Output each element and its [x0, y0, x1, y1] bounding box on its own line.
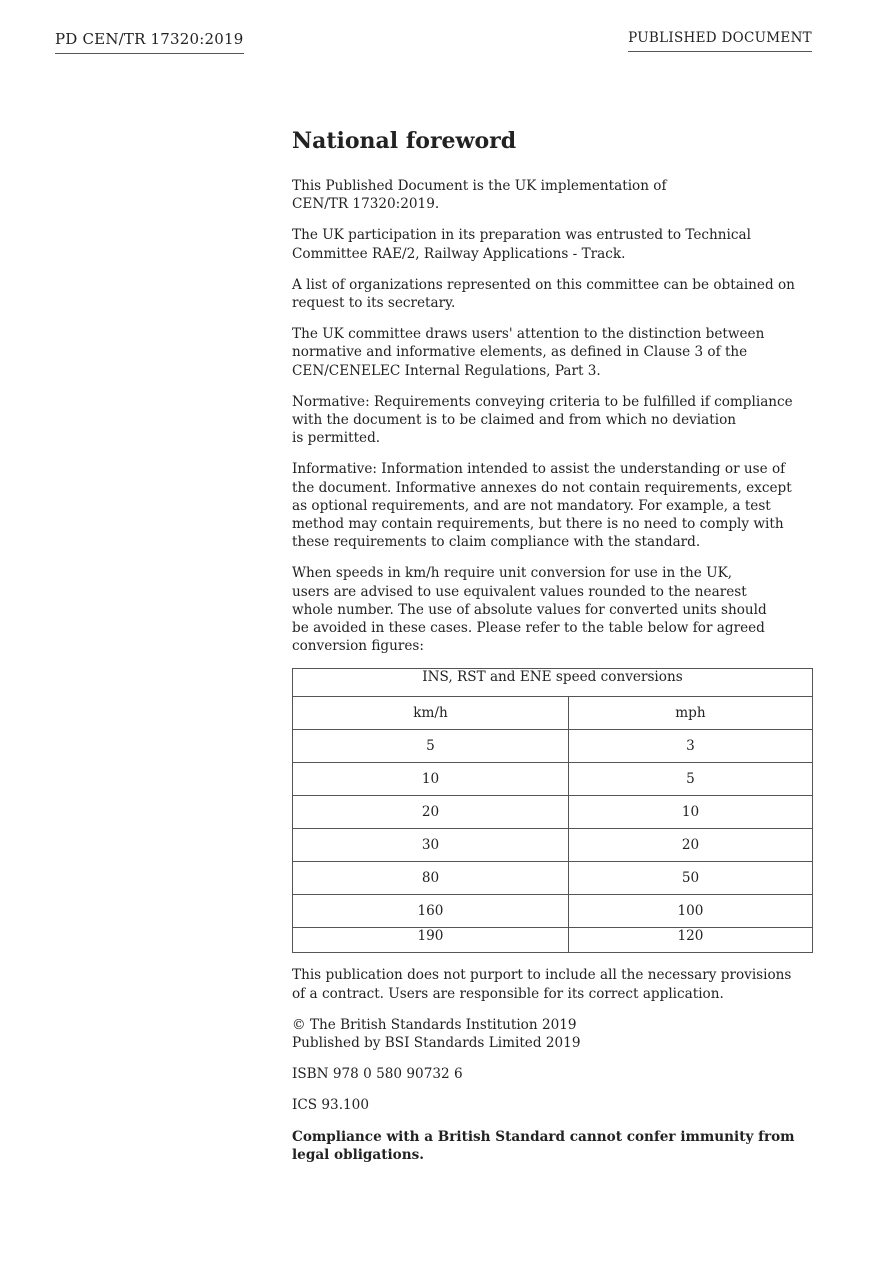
isbn: ISBN 978 0 580 90732 6: [292, 1066, 463, 1083]
paragraph-speed-conversion: When speeds in km/h require unit conversion for use in the UK, users are advised to use equivalent values rounded to the nearest whole number. The use of absolute values for converted units should be avoided in these cases. Please refer to the table below for agreed conversion figures:: [292, 565, 767, 655]
paragraph-implementation: This Published Document is the UK implementation of CEN/TR 17320:2019.: [292, 178, 667, 213]
paragraph-contract-provisions: This publication does not purport to include all the necessary provisions of a contract. Users are responsible for its correct application.: [292, 967, 792, 1002]
paragraph-distinction: The UK committee draws users' attention to the distinction between normative and informative elements, as defined in Clause 3 of the CEN/CENELEC Internal Regulations, Part 3.: [292, 326, 765, 379]
intro-paragraphs: [292, 177, 812, 655]
cell-kmh: 10: [293, 763, 569, 796]
table-row: [293, 928, 813, 953]
paragraph-organizations: A list of organizations represented on this committee can be obtained on request to its secretary.: [292, 276, 795, 312]
cell-mph: 100: [568, 895, 812, 928]
cell-mph: 20: [568, 829, 812, 862]
paragraph-normative: Normative: Requirements conveying criteria to be fulfilled if compliance with the document is to be claimed and from which no deviation is permitted.: [292, 393, 793, 447]
cell-mph: 3: [568, 730, 812, 763]
paragraph-informative: Informative: Information intended to assist the understanding or use of the document. Informative annexes do not contain requirements, except as optional requirements, and are not mandatory. For example, a test method may contain requirements, but there is no need to comply with these requirements to claim compliance with the standard.: [292, 461, 792, 551]
document-type-label: PUBLISHED DOCUMENT: [628, 30, 812, 52]
table-row: [293, 730, 813, 763]
compliance-statement: Compliance with a British Standard cannot confer immunity from legal obligations.: [292, 1128, 795, 1163]
cell-kmh: 20: [293, 796, 569, 829]
table-row: [293, 895, 813, 928]
column-header-mph: mph: [568, 697, 812, 730]
cell-kmh: 5: [293, 730, 569, 763]
table-row: [293, 763, 813, 796]
column-header-kmh: km/h: [293, 697, 569, 730]
cell-mph: 10: [568, 796, 812, 829]
document-id: PD CEN/TR 17320:2019: [55, 30, 244, 54]
cell-kmh: 160: [293, 895, 569, 928]
table-row: [293, 862, 813, 895]
ics-code: ICS 93.100: [292, 1097, 369, 1114]
copyright-notice: © The British Standards Institution 2019 Published by BSI Standards Limited 2019: [292, 1016, 581, 1052]
speed-conversion-table: [292, 668, 813, 953]
cell-kmh: 190: [293, 928, 569, 953]
table-row: [293, 796, 813, 829]
foreword-body: [292, 128, 812, 1177]
paragraph-committee: The UK participation in its preparation was entrusted to Technical Committee RAE/2, Railway Applications - Track.: [292, 227, 751, 262]
closing-paragraphs: [292, 966, 812, 1164]
page-title: National foreword: [292, 128, 517, 154]
cell-mph: 50: [568, 862, 812, 895]
cell-mph: 5: [568, 763, 812, 796]
cell-kmh: 80: [293, 862, 569, 895]
table-caption: INS, RST and ENE speed conversions: [293, 669, 813, 697]
cell-kmh: 30: [293, 829, 569, 862]
cell-mph: 120: [568, 928, 812, 953]
table-row: [293, 829, 813, 862]
